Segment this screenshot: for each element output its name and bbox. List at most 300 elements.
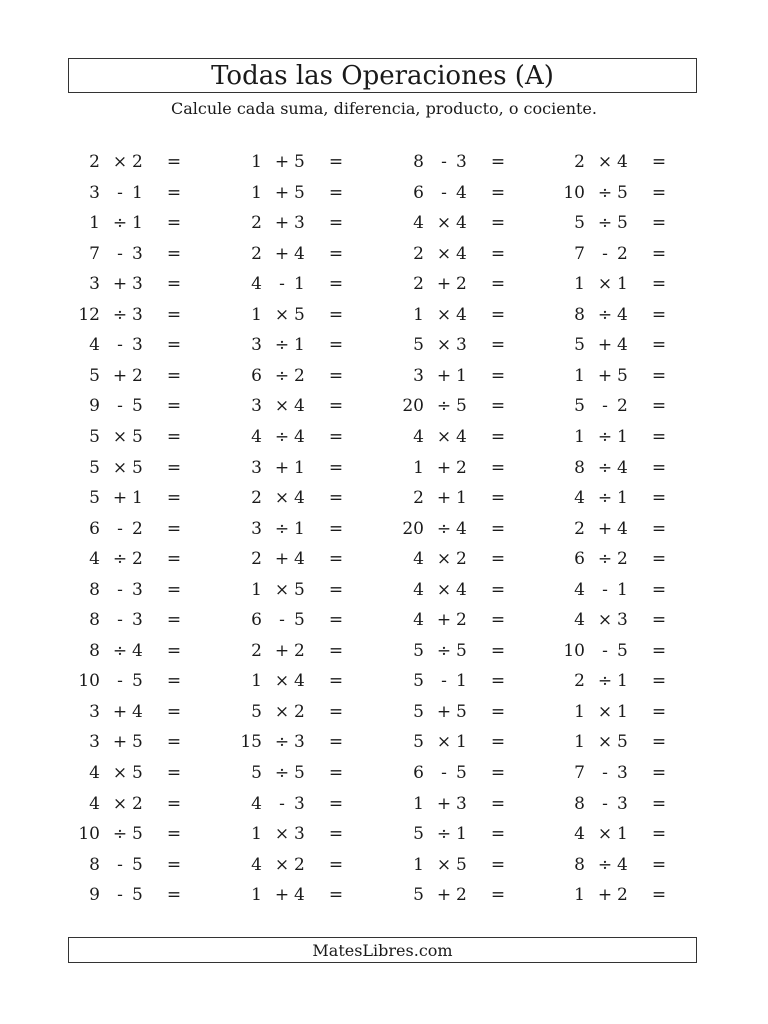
operand-a: 4 <box>413 549 424 570</box>
operand-a: 15 <box>240 732 262 753</box>
operand-b: 5 <box>132 457 143 478</box>
operand-a: 1 <box>574 732 585 753</box>
operator: × <box>436 732 452 753</box>
operand-b: 2 <box>132 549 143 570</box>
operand-b: 1 <box>456 365 467 386</box>
operand-a: 5 <box>251 701 262 722</box>
operator: - <box>602 640 608 661</box>
equals-sign: = <box>166 793 182 814</box>
equals-sign: = <box>328 396 344 417</box>
operand-a: 8 <box>574 457 585 478</box>
operator: × <box>274 488 290 509</box>
operand-b: 5 <box>294 182 305 203</box>
equals-sign: = <box>328 335 344 356</box>
operand-a: 5 <box>413 885 424 906</box>
operator: - <box>602 243 608 264</box>
equals-sign: = <box>490 885 506 906</box>
operand-b: 5 <box>294 152 305 172</box>
operand-a: 1 <box>89 213 100 234</box>
operator: × <box>436 854 452 875</box>
operand-a: 8 <box>89 579 100 600</box>
equals-sign: = <box>166 671 182 692</box>
operand-a: 4 <box>251 793 262 814</box>
operand-b: 2 <box>132 518 143 539</box>
operand-a: 1 <box>251 152 262 172</box>
operator: - <box>117 885 123 906</box>
operand-b: 5 <box>456 640 467 661</box>
operator: × <box>436 579 452 600</box>
operand-a: 4 <box>251 274 262 295</box>
equals-sign: = <box>651 457 667 478</box>
problem-row <box>0 240 768 268</box>
operand-a: 4 <box>251 426 262 447</box>
operand-a: 6 <box>251 365 262 386</box>
operand-b: 4 <box>294 671 305 692</box>
operand-b: 5 <box>617 640 628 661</box>
equals-sign: = <box>651 274 667 295</box>
operator: + <box>436 488 452 509</box>
operand-b: 5 <box>132 671 143 692</box>
operand-a: 3 <box>89 274 100 295</box>
equals-sign: = <box>651 182 667 203</box>
operator: + <box>112 365 128 386</box>
equals-sign: = <box>490 304 506 325</box>
equals-sign: = <box>490 732 506 753</box>
operator: - <box>279 274 285 295</box>
operator: × <box>436 213 452 234</box>
instructions: Calcule cada suma, diferencia, producto, o cociente. <box>171 99 597 118</box>
operand-a: 4 <box>413 426 424 447</box>
operand-b: 4 <box>456 182 467 203</box>
operator: × <box>274 701 290 722</box>
operand-b: 4 <box>294 488 305 509</box>
operand-a: 3 <box>251 335 262 356</box>
equals-sign: = <box>490 518 506 539</box>
equals-sign: = <box>651 365 667 386</box>
operand-a: 12 <box>78 304 100 325</box>
operand-b: 3 <box>132 274 143 295</box>
equals-sign: = <box>490 396 506 417</box>
operator: × <box>436 304 452 325</box>
equals-sign: = <box>166 518 182 539</box>
operand-a: 7 <box>574 243 585 264</box>
equals-sign: = <box>328 152 344 172</box>
operator: ÷ <box>597 213 613 234</box>
operand-b: 5 <box>617 365 628 386</box>
operator: ÷ <box>597 182 613 203</box>
operand-b: 3 <box>617 763 628 783</box>
operand-b: 1 <box>132 182 143 203</box>
operator: - <box>441 671 447 692</box>
operand-b: 4 <box>617 152 628 172</box>
operand-a: 5 <box>413 640 424 661</box>
operand-b: 4 <box>617 304 628 325</box>
operand-a: 2 <box>251 640 262 661</box>
operand-b: 4 <box>617 518 628 539</box>
operand-a: 3 <box>89 182 100 203</box>
operand-a: 1 <box>574 426 585 447</box>
problem-row <box>0 698 768 726</box>
operand-a: 5 <box>89 365 100 386</box>
operator: × <box>274 579 290 600</box>
operand-b: 1 <box>294 518 305 539</box>
operator: ÷ <box>597 426 613 447</box>
equals-sign: = <box>166 335 182 356</box>
equals-sign: = <box>328 579 344 600</box>
operator: + <box>274 640 290 661</box>
operand-b: 4 <box>294 885 305 906</box>
operator: × <box>274 671 290 692</box>
equals-sign: = <box>490 365 506 386</box>
operator: ÷ <box>274 763 290 783</box>
equals-sign: = <box>166 274 182 295</box>
equals-sign: = <box>166 640 182 661</box>
operand-b: 5 <box>456 396 467 417</box>
equals-sign: = <box>490 243 506 264</box>
operand-a: 5 <box>413 701 424 722</box>
operator: ÷ <box>597 671 613 692</box>
footer-box <box>68 937 697 963</box>
operator: - <box>602 793 608 814</box>
equals-sign: = <box>328 885 344 906</box>
operator: + <box>436 701 452 722</box>
operator: - <box>117 579 123 600</box>
problem-row <box>0 270 768 298</box>
operand-b: 3 <box>132 243 143 264</box>
operator: + <box>112 732 128 753</box>
operand-b: 3 <box>294 213 305 234</box>
operator: × <box>112 152 128 172</box>
operand-b: 5 <box>456 701 467 722</box>
equals-sign: = <box>651 488 667 509</box>
operand-a: 8 <box>574 793 585 814</box>
operand-a: 10 <box>78 671 100 692</box>
equals-sign: = <box>328 243 344 264</box>
operator: ÷ <box>112 304 128 325</box>
operand-b: 5 <box>617 213 628 234</box>
operator: × <box>436 243 452 264</box>
equals-sign: = <box>490 335 506 356</box>
operand-a: 6 <box>251 610 262 631</box>
equals-sign: = <box>166 365 182 386</box>
operand-a: 5 <box>89 457 100 478</box>
operand-a: 8 <box>89 640 100 661</box>
equals-sign: = <box>651 396 667 417</box>
operand-a: 5 <box>574 396 585 417</box>
equals-sign: = <box>166 488 182 509</box>
operator: - <box>117 335 123 356</box>
problem-row <box>0 728 768 756</box>
operand-b: 5 <box>132 763 143 783</box>
operator: - <box>117 182 123 203</box>
equals-sign: = <box>490 182 506 203</box>
operator: + <box>436 274 452 295</box>
equals-sign: = <box>166 213 182 234</box>
operand-a: 1 <box>574 701 585 722</box>
operand-a: 10 <box>563 640 585 661</box>
equals-sign: = <box>166 426 182 447</box>
operand-a: 4 <box>574 610 585 631</box>
operand-b: 1 <box>294 457 305 478</box>
equals-sign: = <box>166 182 182 203</box>
page-title: Todas las Operaciones (A) <box>211 60 554 91</box>
equals-sign: = <box>166 854 182 875</box>
operand-a: 8 <box>574 304 585 325</box>
operand-b: 4 <box>617 335 628 356</box>
operator: + <box>274 885 290 906</box>
operand-a: 6 <box>89 518 100 539</box>
operator: × <box>274 396 290 417</box>
operator: × <box>112 457 128 478</box>
operator: ÷ <box>274 518 290 539</box>
operator: ÷ <box>597 549 613 570</box>
equals-sign: = <box>166 732 182 753</box>
operator: + <box>436 365 452 386</box>
operand-a: 4 <box>574 488 585 509</box>
operand-b: 5 <box>456 854 467 875</box>
operand-b: 1 <box>617 701 628 722</box>
problem-row <box>0 790 768 818</box>
equals-sign: = <box>490 793 506 814</box>
operator: ÷ <box>597 854 613 875</box>
operator: - <box>117 671 123 692</box>
problem-row <box>0 209 768 237</box>
operand-b: 4 <box>617 854 628 875</box>
problem-row <box>0 301 768 329</box>
operand-b: 5 <box>132 824 143 845</box>
operand-a: 1 <box>251 885 262 906</box>
operator: - <box>117 518 123 539</box>
operand-b: 4 <box>456 426 467 447</box>
operand-a: 3 <box>89 732 100 753</box>
operand-b: 4 <box>294 243 305 264</box>
equals-sign: = <box>651 610 667 631</box>
operand-a: 2 <box>574 671 585 692</box>
equals-sign: = <box>651 304 667 325</box>
operand-a: 2 <box>89 152 100 172</box>
operator: - <box>117 396 123 417</box>
operand-a: 8 <box>89 610 100 631</box>
operator: × <box>597 824 613 845</box>
operand-a: 2 <box>574 518 585 539</box>
operand-b: 1 <box>456 488 467 509</box>
equals-sign: = <box>651 335 667 356</box>
operand-b: 3 <box>132 579 143 600</box>
operand-a: 4 <box>574 579 585 600</box>
operator: + <box>597 365 613 386</box>
operand-a: 1 <box>574 885 585 906</box>
operand-b: 2 <box>294 701 305 722</box>
equals-sign: = <box>166 152 182 172</box>
operand-b: 2 <box>617 885 628 906</box>
equals-sign: = <box>651 793 667 814</box>
equals-sign: = <box>651 763 667 783</box>
equals-sign: = <box>490 488 506 509</box>
equals-sign: = <box>651 243 667 264</box>
equals-sign: = <box>166 824 182 845</box>
operand-a: 1 <box>251 304 262 325</box>
operand-a: 5 <box>89 426 100 447</box>
operator: + <box>274 213 290 234</box>
operand-b: 4 <box>294 426 305 447</box>
equals-sign: = <box>651 518 667 539</box>
equals-sign: = <box>490 274 506 295</box>
equals-sign: = <box>166 243 182 264</box>
equals-sign: = <box>328 701 344 722</box>
operator: + <box>597 335 613 356</box>
operand-b: 2 <box>617 549 628 570</box>
equals-sign: = <box>651 701 667 722</box>
equals-sign: = <box>651 854 667 875</box>
operand-b: 3 <box>132 304 143 325</box>
operator: ÷ <box>112 213 128 234</box>
operand-a: 2 <box>251 213 262 234</box>
operand-a: 2 <box>251 243 262 264</box>
operator: - <box>117 854 123 875</box>
operand-b: 3 <box>294 824 305 845</box>
operand-b: 1 <box>132 213 143 234</box>
equals-sign: = <box>166 579 182 600</box>
equals-sign: = <box>490 549 506 570</box>
operator: ÷ <box>597 457 613 478</box>
problem-row <box>0 576 768 604</box>
problem-row <box>0 179 768 207</box>
problem-row <box>0 851 768 879</box>
operand-b: 5 <box>294 579 305 600</box>
operator: ÷ <box>112 549 128 570</box>
operand-b: 4 <box>132 640 143 661</box>
equals-sign: = <box>651 213 667 234</box>
operand-b: 3 <box>617 610 628 631</box>
operand-b: 1 <box>294 274 305 295</box>
operator: + <box>112 701 128 722</box>
equals-sign: = <box>490 426 506 447</box>
operand-a: 2 <box>413 274 424 295</box>
equals-sign: = <box>328 518 344 539</box>
operand-b: 4 <box>456 304 467 325</box>
equals-sign: = <box>328 854 344 875</box>
equals-sign: = <box>328 457 344 478</box>
equals-sign: = <box>651 579 667 600</box>
operand-b: 2 <box>456 274 467 295</box>
operator: ÷ <box>436 396 452 417</box>
equals-sign: = <box>651 549 667 570</box>
operand-b: 1 <box>617 824 628 845</box>
operator: - <box>441 182 447 203</box>
equals-sign: = <box>328 610 344 631</box>
equals-sign: = <box>328 763 344 783</box>
equals-sign: = <box>166 304 182 325</box>
operand-a: 6 <box>413 182 424 203</box>
problem-row <box>0 484 768 512</box>
operand-a: 1 <box>413 793 424 814</box>
operand-b: 4 <box>456 243 467 264</box>
operand-b: 3 <box>294 732 305 753</box>
operand-a: 6 <box>574 549 585 570</box>
operand-a: 5 <box>413 824 424 845</box>
operand-b: 4 <box>294 549 305 570</box>
operand-b: 4 <box>294 396 305 417</box>
problem-row <box>0 667 768 695</box>
operand-a: 4 <box>574 824 585 845</box>
operand-a: 2 <box>413 488 424 509</box>
operator: × <box>436 549 452 570</box>
equals-sign: = <box>328 671 344 692</box>
footer-site: MatesLibres.com <box>312 940 453 960</box>
operator: ÷ <box>112 640 128 661</box>
operand-a: 2 <box>574 152 585 172</box>
operand-b: 5 <box>132 885 143 906</box>
operand-a: 6 <box>413 763 424 783</box>
operand-b: 3 <box>617 793 628 814</box>
operator: × <box>274 824 290 845</box>
operator: + <box>112 274 128 295</box>
operator: ÷ <box>112 824 128 845</box>
operand-a: 8 <box>413 152 424 172</box>
equals-sign: = <box>490 824 506 845</box>
operand-a: 8 <box>574 854 585 875</box>
operand-b: 5 <box>132 426 143 447</box>
equals-sign: = <box>490 457 506 478</box>
operand-a: 10 <box>78 824 100 845</box>
operator: - <box>279 610 285 631</box>
operand-a: 3 <box>251 518 262 539</box>
operand-b: 2 <box>132 152 143 172</box>
operator: + <box>436 793 452 814</box>
operand-a: 20 <box>402 396 424 417</box>
operand-b: 3 <box>132 610 143 631</box>
problem-row <box>0 881 768 909</box>
operand-a: 4 <box>413 213 424 234</box>
operand-b: 2 <box>617 243 628 264</box>
operator: × <box>274 304 290 325</box>
operator: × <box>112 793 128 814</box>
operand-a: 1 <box>251 671 262 692</box>
operator: + <box>112 488 128 509</box>
problem-row <box>0 331 768 359</box>
equals-sign: = <box>166 549 182 570</box>
operand-b: 5 <box>617 182 628 203</box>
operator: - <box>602 579 608 600</box>
operand-a: 10 <box>563 182 585 203</box>
problem-row <box>0 759 768 787</box>
operator: + <box>274 457 290 478</box>
operand-a: 4 <box>251 854 262 875</box>
equals-sign: = <box>328 488 344 509</box>
equals-sign: = <box>166 763 182 783</box>
equals-sign: = <box>490 701 506 722</box>
operator: × <box>597 701 613 722</box>
operand-b: 2 <box>132 365 143 386</box>
equals-sign: = <box>651 671 667 692</box>
operator: × <box>597 274 613 295</box>
equals-sign: = <box>166 457 182 478</box>
operand-b: 1 <box>132 488 143 509</box>
equals-sign: = <box>328 365 344 386</box>
operand-a: 2 <box>251 488 262 509</box>
operand-a: 3 <box>251 457 262 478</box>
operand-b: 2 <box>456 610 467 631</box>
operator: + <box>436 610 452 631</box>
operand-b: 5 <box>617 732 628 753</box>
operand-b: 1 <box>294 335 305 356</box>
operator: ÷ <box>597 304 613 325</box>
operator: ÷ <box>274 335 290 356</box>
equals-sign: = <box>328 793 344 814</box>
operand-a: 4 <box>413 579 424 600</box>
operator: + <box>436 885 452 906</box>
operand-a: 5 <box>413 732 424 753</box>
